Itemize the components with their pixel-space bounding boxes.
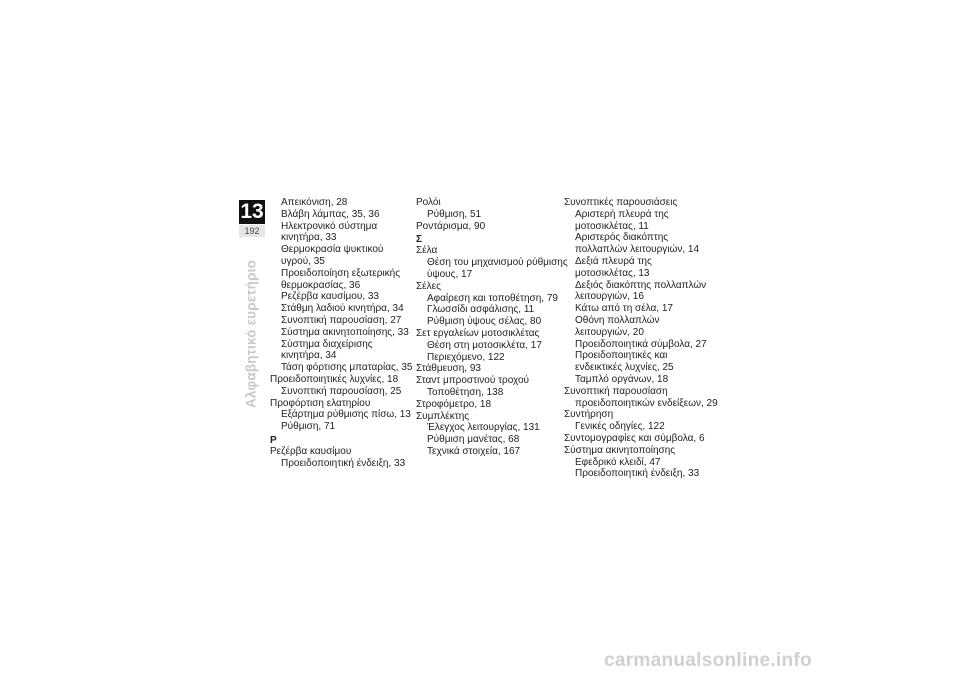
index-subentry: Θέση στη μοτοσικλέτα, 17 (427, 339, 542, 351)
index-entry: Συντομογραφίες και σύμβολα, 6 (564, 432, 705, 444)
index-entry: Ρολόι (416, 197, 441, 208)
index-subentry: Ρύθμιση ύψους σέλας, 80 (427, 316, 542, 328)
index-subentry: Τεχνικά στοιχεία, 167 (427, 445, 521, 457)
index-subentry: Ρύθμιση, 51 (427, 208, 482, 220)
index-column-1 (270, 197, 412, 470)
index-subentry: Έλεγχος λειτουργίας, 131 (427, 422, 540, 434)
index-subentry: Ρεζέρβα καυσίμου, 33 (281, 291, 379, 303)
index-subentry: Ρύθμιση, 71 (281, 421, 336, 433)
index-letter-heading: P (270, 434, 277, 446)
index-subentry: Κάτω από τη σέλα, 17 (575, 303, 673, 315)
index-subentry: Στάθμη λαδιού κινητήρα, 34 (281, 303, 404, 315)
index-subentry: Περιεχόμενο, 122 (427, 351, 505, 363)
index-entry: Προειδοποιητικές λυχνίες, 18 (270, 373, 399, 385)
index-subentry: Οθόνη πολλαπλών (575, 314, 660, 326)
page-number: 192 (239, 225, 265, 237)
index-entry: Ροντάρισμα, 90 (416, 220, 486, 232)
index-subentry: Θερμοκρασία ψυκτικού (281, 244, 384, 256)
index-entry: Συντήρηση (564, 409, 614, 421)
index-subentry: Σύστημα ακινητοποίησης, 33 (281, 326, 409, 338)
index-subentry: Συνοπτική παρουσίαση, 25 (281, 385, 402, 397)
index-subentry: Προειδοποιητική ένδειξη, 33 (281, 457, 406, 469)
index-subentry: Εξάρτημα ρύθμισης πίσω, 13 (281, 409, 411, 421)
index-subentry: Αριστερή πλευρά της (575, 208, 669, 220)
index-subentry: Βλάβη λάμπας, 35, 36 (281, 208, 380, 220)
index-subentry: ύψους, 17 (427, 268, 473, 280)
index-subentry: Σύστημα διαχείρισης (281, 338, 373, 350)
index-subentry: λειτουργιών, 16 (575, 291, 644, 303)
index-subentry: Τάση φόρτισης μπαταρίας, 35 (281, 362, 413, 374)
index-subentry: Προειδοποιητικές και (575, 350, 668, 362)
index-entry: Σταντ μπροστινού τροχού (416, 375, 530, 387)
index-entry: Σετ εργαλείων μοτοσικλέτας (416, 327, 540, 339)
index-entry: Σύστημα ακινητοποίησης (564, 444, 676, 456)
index-entry: Συμπλέκτης (416, 410, 470, 422)
index-letter-heading: Σ (416, 234, 423, 246)
index-subentry: Τοποθέτηση, 138 (427, 386, 504, 398)
index-entry: Συνοπτικές παρουσιάσεις (564, 197, 678, 208)
index-entry: Σέλα (416, 245, 438, 257)
side-title: Αλφαβητικό ευρετήριο (243, 259, 259, 409)
index-subentry: λειτουργιών, 20 (575, 326, 644, 338)
index-subentry: Γενικές οδηγίες, 122 (575, 421, 665, 433)
index-subentry: Προειδοποιητικά σύμβολα, 27 (575, 338, 707, 350)
index-subentry: Συνοπτική παρουσίαση, 27 (281, 314, 402, 326)
index-subentry: θερμοκρασίας, 36 (281, 279, 361, 291)
index-entry: Στάθμευση, 93 (416, 363, 481, 375)
index-entry: Προφόρτιση ελατηρίου (270, 397, 371, 409)
index-subentry: Δεξιά πλευρά της (575, 255, 652, 267)
index-subentry: μοτοσικλέτας, 13 (575, 267, 650, 279)
index-subentry: Προειδοποίηση εξωτερικής (281, 267, 401, 279)
index-subentry: Ρύθμιση μανέτας, 68 (427, 434, 520, 446)
index-subentry: Εφεδρικό κλειδί, 47 (575, 456, 661, 468)
index-entry: Ρεζέρβα καυσίμου (270, 445, 352, 457)
index-subentry: Ηλεκτρονικό σύστημα (281, 220, 378, 232)
index-entry: Σέλες (416, 280, 441, 292)
index-subentry: μοτοσικλέτας, 11 (575, 220, 649, 232)
index-subentry: Δεξιός διακόπτης πολλαπλών (575, 279, 707, 291)
index-subentry: πολλαπλών λειτουργιών, 14 (575, 244, 700, 256)
index-subentry: κινητήρα, 34 (281, 350, 337, 362)
index-subentry: κινητήρα, 33 (281, 232, 337, 244)
index-subentry: Αφαίρεση και τοποθέτηση, 79 (427, 292, 558, 304)
index-subentry: προειδοποιητικών ενδείξεων, 29 (575, 397, 718, 409)
index-column-2 (416, 197, 568, 458)
index-subentry: ενδεικτικές λυχνίες, 25 (575, 362, 674, 374)
watermark: carmanualsonline.info (604, 650, 812, 671)
index-subentry: Απεικόνιση, 28 (281, 197, 348, 208)
index-subentry: Αριστερός διακόπτης (575, 232, 669, 244)
index-subentry: Προειδοποιητική ένδειξη, 33 (575, 468, 700, 480)
chapter-number: 13 (240, 200, 264, 223)
index-subentry: Ταμπλό οργάνων, 18 (575, 373, 669, 385)
index-subentry: Γλωσσίδι ασφάλισης, 11 (427, 304, 535, 316)
index-column-3 (564, 197, 718, 480)
index-subentry: υγρού, 35 (281, 255, 325, 267)
index-entry: Στροφόμετρο, 18 (416, 398, 492, 410)
index-subentry: Θέση του μηχανισμού ρύθμισης (427, 257, 568, 269)
index-entry: Συνοπτική παρουσίαση (564, 385, 668, 397)
